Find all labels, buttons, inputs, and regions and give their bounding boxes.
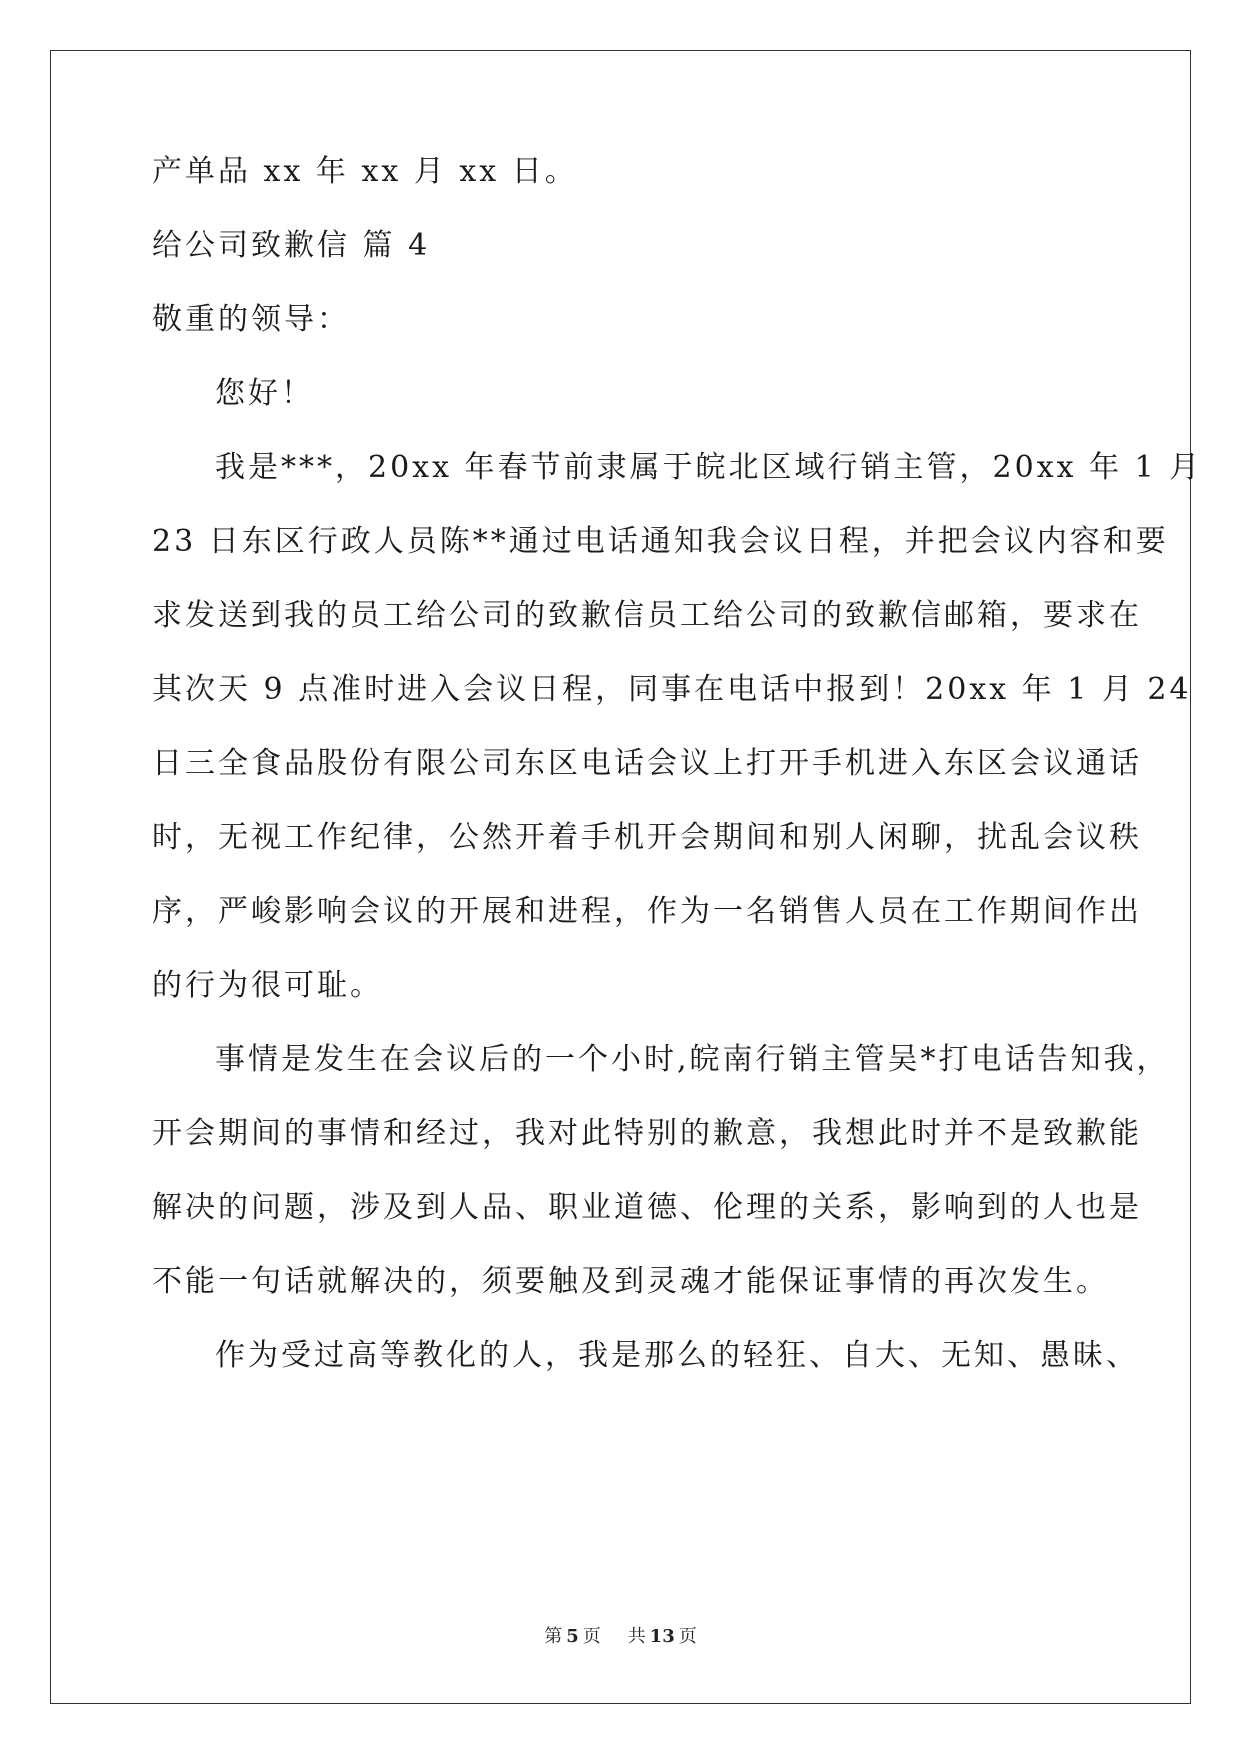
text-line: 23 日东区行政人员陈**通过电话通知我会议日程，并把会议内容和要 — [152, 524, 1169, 559]
footer-total-unit: 页 — [678, 1626, 697, 1647]
footer-prefix: 第 — [544, 1626, 563, 1647]
text-line: 求发送到我的员工给公司的致歉信员工给公司的致歉信邮箱，要求在 — [152, 598, 1142, 633]
total-page-count: 13 — [649, 1626, 675, 1647]
page-border — [50, 50, 1191, 1704]
text-line: 产单品 xx 年 xx 月 xx 日。 — [152, 154, 578, 189]
footer-page-unit: 页 — [582, 1626, 601, 1647]
text-line: 作为受过高等教化的人，我是那么的轻狂、自大、无知、愚昧、 — [215, 1338, 1139, 1373]
text-line: 的行为很可耻。 — [152, 968, 383, 1003]
current-page-number: 5 — [566, 1626, 579, 1647]
text-line: 时，无视工作纪律，公然开着手机开会期间和别人闲聊，扰乱会议秩 — [152, 820, 1142, 855]
text-line: 开会期间的事情和经过，我对此特别的歉意，我想此时并不是致歉能 — [152, 1116, 1142, 1151]
page-footer — [0, 1625, 1241, 1649]
greeting: 您好！ — [215, 376, 314, 411]
salutation: 敬重的领导： — [152, 302, 350, 337]
section-heading: 给公司致歉信 篇 4 — [152, 228, 431, 263]
text-line: 其次天 9 点准时进入会议日程，同事在电话中报到！20xx 年 1 月 24 — [152, 672, 1192, 707]
footer-total-prefix: 共 — [627, 1626, 646, 1647]
text-line: 日三全食品股份有限公司东区电话会议上打开手机进入东区会议通话 — [152, 746, 1142, 781]
text-line: 我是***，20xx 年春节前隶属于皖北区域行销主管，20xx 年 1 月 — [215, 450, 1203, 485]
text-line: 序，严峻影响会议的开展和进程，作为一名销售人员在工作期间作出 — [152, 894, 1142, 929]
text-line: 事情是发生在会议后的一个小时,皖南行销主管吴*打电话告知我， — [215, 1042, 1170, 1077]
text-line: 不能一句话就解决的，须要触及到灵魂才能保证事情的再次发生。 — [152, 1264, 1109, 1299]
text-line: 解决的问题，涉及到人品、职业道德、伦理的关系，影响到的人也是 — [152, 1190, 1142, 1225]
